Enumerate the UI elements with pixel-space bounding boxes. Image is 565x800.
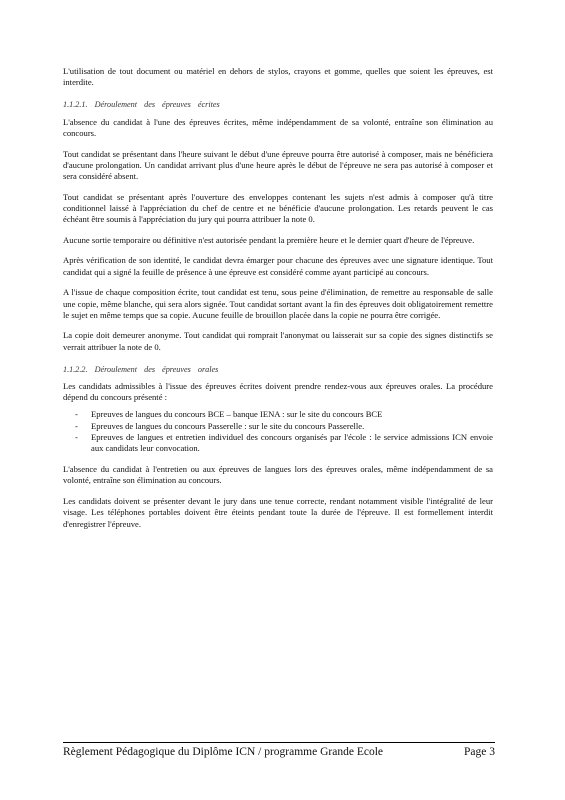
- paragraph-oral-intro: Les candidats admissibles à l'issue des épreuves écrites doivent prendre rendez-vous aux épreuves orales. La procédure dépend du concours présenté :: [63, 381, 493, 403]
- paragraph: La copie doit demeurer anonyme. Tout candidat qui romprait l'anonymat ou laisserait sur sa copie des signes distinctifs se verrait attribuer la note de 0.: [63, 330, 493, 352]
- list-item: - Epreuves de langues du concours Passerelle : sur le site du concours Passerelle.: [91, 421, 493, 432]
- paragraph: A l'issue de chaque composition écrite, tout candidat est tenu, sous peine d'élimination, de remettre au responsable de salle une copie, même blanche, qui sera alors signée. Tout candidat sortant avant la fin des épreuves doit obligatoirement remettre le sujet en même temps que sa copie. Aucune feuille de brouillon placée dans la copie ne pourra être corrigée.: [63, 287, 493, 320]
- section-heading-written-exams: 1.1.2.1. Déroulement des épreuves écrites: [63, 100, 220, 110]
- page-footer: [63, 742, 495, 758]
- paragraph: Les candidats doivent se présenter devant le jury dans une tenue correcte, rendant notamment visible l'intégralité de leur visage. Les téléphones portables doivent être éteints pendant toute la durée de l'épreuve. Il est formellement interdit d'enregistrer l'épreuve.: [63, 496, 493, 529]
- paragraph: L'absence du candidat à l'entretien ou aux épreuves de langues lors des épreuves orales, même indépendamment de sa volonté, entraîne son élimination au concours.: [63, 464, 493, 486]
- page-number: Page 3: [464, 746, 495, 758]
- paragraph: L'absence du candidat à l'une des épreuves écrites, même indépendamment de sa volonté, entraîne son élimination au concours.: [63, 116, 493, 138]
- paragraph: Tout candidat se présentant après l'ouverture des enveloppes contenant les sujets n'est admis à composer qu'à titre conditionnel laissé à l'appréciation du chef de centre et ne bénéficie d'aucune prolongation. Les retards peuvent le cas échéant être soumis à l'appréciation du jury qui pourra attribuer la note 0.: [63, 191, 493, 225]
- paragraph: Aucune sortie temporaire ou définitive n'est autorisée pendant la première heure et le dernier quart d'heure de l'épreuve.: [63, 234, 475, 245]
- procedure-list: [63, 409, 493, 454]
- list-item: - Epreuves de langues du concours BCE – banque IENA : sur le site du concours BCE: [91, 409, 493, 420]
- document-body: [63, 66, 493, 539]
- paragraph-intro: L'utilisation de tout document ou matériel en dehors de stylos, crayons et gomme, quelles que soient les épreuves, est interdite.: [63, 66, 493, 88]
- paragraph: Tout candidat se présentant dans l'heure suivant le début d'une épreuve pourra être autorisé à composer, mais ne bénéficiera d'aucune prolongation. Un candidat arrivant plus d'une heure après le début de l'épreuve ne sera pas autorisé à composer et sera considéré absent.: [63, 148, 493, 181]
- section-heading-oral-exams: 1.1.2.2. Déroulement des épreuves orales: [63, 364, 219, 374]
- list-item: - Epreuves de langues et entretien individuel des concours organisés par l'école : le service admissions ICN envoie aux candidats leur convocation.: [91, 432, 493, 454]
- footer-title: Règlement Pédagogique du Diplôme ICN / programme Grande Ecole: [63, 746, 383, 758]
- paragraph: Après vérification de son identité, le candidat devra émarger pour chacune des épreuves avec une signature identique. Tout candidat qui a signé la feuille de présence à une épreuve est considéré comme ayant participé au concours.: [63, 255, 493, 277]
